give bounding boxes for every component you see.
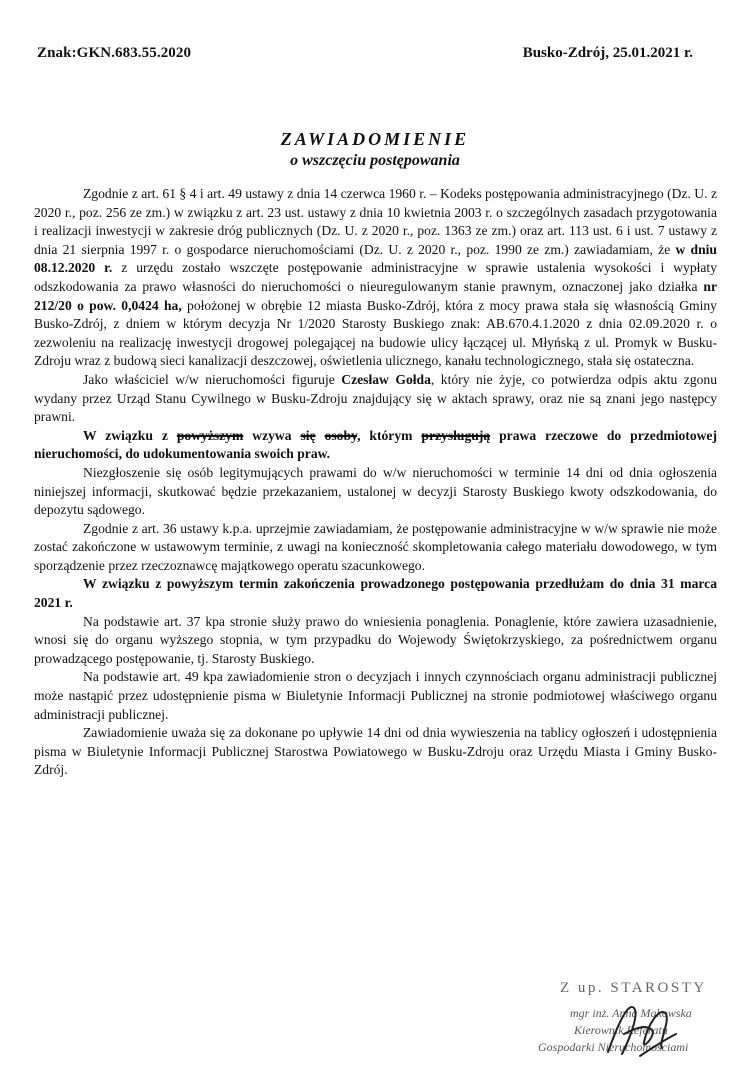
- struck-word: się: [300, 427, 316, 443]
- paragraph-extension: [34, 575, 717, 612]
- handwritten-signature: [600, 994, 680, 1064]
- text-segment: , który nie żyje, co potwierdza odpis aktu zgonu wydany przez Urząd Stanu Cywilnego w Busku-Zdroju znajdujący się w aktach sprawy, oraz nie są znani jego następcy prawni.: [34, 371, 718, 425]
- document-body: [34, 185, 717, 780]
- paragraph-summons: [34, 427, 717, 464]
- owner-name: Czesław Gołda: [341, 371, 431, 387]
- text-segment: Zgodnie z art. 61 § 4 i art. 49 ustawy z dnia 14 czerwca 1960 r. – Kodeks postępowania administracyjnego (Dz. U. z 2020 r., poz. 256 ze zm.) w związku z art. 23 ust. ustawy z dnia 10 kwietnia 2003 r. o szczególnych zasadach przygotowania i realizacji inwestycji w zakresie dróg publicznych (Dz. U. z 2020 r., poz. 1363 ze zm.) oraz art. 113 ust. 6 i ust. 7 ustawy z dnia 21 sierpnia 1997 r. o gospodarce nieruchomościami (Dz. U. z 2020 r., poz. 1990 ze zm.) zawiadamiam, że: [34, 186, 717, 257]
- document-subtitle: o wszczęciu postępowania: [290, 152, 460, 169]
- text-segment: W związku z: [83, 427, 177, 443]
- struck-word: osoby: [324, 427, 358, 443]
- paragraph-bip: Na podstawie art. 49 kpa zawiadomienie stron o decyzjach i innych czynnościach organu administracji publicznej może nastąpić przez udostępnienie pisma w Biuletynie Informacji Publicznej na stronie podmiotowej właściwego organu administracji publicznej.: [34, 669, 717, 722]
- stamp-title: Z up. STAROSTY: [560, 980, 707, 996]
- parcel-number: nr 212/20 o pow. 0,0424 ha,: [34, 278, 717, 313]
- stamp-position: Kierownik Referatu: [574, 1023, 668, 1037]
- text-segment: [316, 428, 325, 443]
- official-stamp: [530, 980, 740, 1075]
- paragraph-owner: [34, 371, 717, 427]
- initiation-date: w dniu 08.12.2020 r.: [34, 241, 717, 276]
- paragraph-legal-basis: [34, 185, 717, 371]
- document-title: ZAWIADOMIENIE: [280, 129, 470, 149]
- text-segment: , którym: [357, 427, 422, 443]
- text-segment: Jako właściciel w/w nieruchomości figuruje: [83, 371, 342, 387]
- paragraph-effective: Zawiadomienie uważa się za dokonane po upływie 14 dni od dnia wywieszenia na tablicy ogłoszeń i udostępnienia pisma w Biuletynie Informacji Publicznej Starostwa Powiatowego w Busku-Zdroju oraz Urzędu Miasta i Gminy Busko-Zdrój.: [34, 725, 717, 778]
- extension-text: W związku z powyższym termin zakończenia prowadzonego postępowania przedłużam do dnia 31 marca 2021 r.: [34, 576, 717, 611]
- text-segment: wzywa: [243, 427, 301, 443]
- text-segment: położonej w obrębie 12 miasta Busko-Zdrój, która z mocy prawa stała się własnością Gminy Busko-Zdrój, z dniem w którym decyzja Nr 1/2020 Starosty Buskiego znak: AB.670.4.1.2020 z dnia 02.09.2020 r. o zezwoleniu na realizację inwestycji drogowej polegającej na budowie ulicy łączącej ul. Młyńską z ul. Promyk w Busku-Zdroju wraz z budową sieci kanalizacji deszczowej, oświetlenia ulicznego, kanału technologicznego, stała się ostateczna.: [34, 297, 717, 369]
- text-segment: prawa rzeczowe do przedmiotowej nieruchomości, do udokumentowania swoich praw.: [34, 427, 717, 462]
- reference-number: Znak:GKN.683.55.2020: [37, 45, 192, 61]
- paragraph-delay: Zgodnie z art. 36 ustawy k.p.a. uprzejmie zawiadamiam, że postępowanie administracyjne w w/w sprawie nie może zostać zakończone w ustawowym terminie, z uwagi na konieczność skompletowania całego materiału dowodowego, w tym sporządzenie przez rzeczoznawcę majątkowego operatu szacunkowego.: [34, 520, 717, 573]
- paragraph-reminder: Na podstawie art. 37 kpa stronie służy prawo do wniesienia ponaglenia. Ponaglenie, które zawiera uzasadnienie, wnosi się do organu wyższego stopnia, w tym przypadku do Wojewody Świętokrzyskiego, za pośrednictwem organu prowadzącego postępowanie, tj. Starosty Buskiego.: [34, 613, 717, 666]
- paragraph-deposit: Niezgłoszenie się osób legitymujących prawami do w/w nieruchomości w terminie 14 dni od dnia ogłoszenia niniejszej informacji, skutkować będzie przekazaniem, ustalonej w decyzji Starosty Buskiego kwoty odszkodowania, do depozytu sądowego.: [34, 464, 717, 518]
- place-and-date: Busko-Zdrój, 25.01.2021 r.: [522, 45, 693, 61]
- struck-word: powyższym: [176, 427, 244, 443]
- stamp-department: Gospodarki Nieruchomościami: [538, 1040, 689, 1054]
- text-segment: z urzędu zostało wszczęte postępowanie administracyjne w sprawie ustalenia wysokości i wypłaty odszkodowania za prawo własności do nieruchomości o nieuregulowanym stanie prawnym, oznaczonej jako działka: [34, 260, 717, 294]
- struck-word: przysługują: [421, 427, 491, 443]
- stamp-name: mgr inż. Anna Makowska: [570, 1006, 692, 1020]
